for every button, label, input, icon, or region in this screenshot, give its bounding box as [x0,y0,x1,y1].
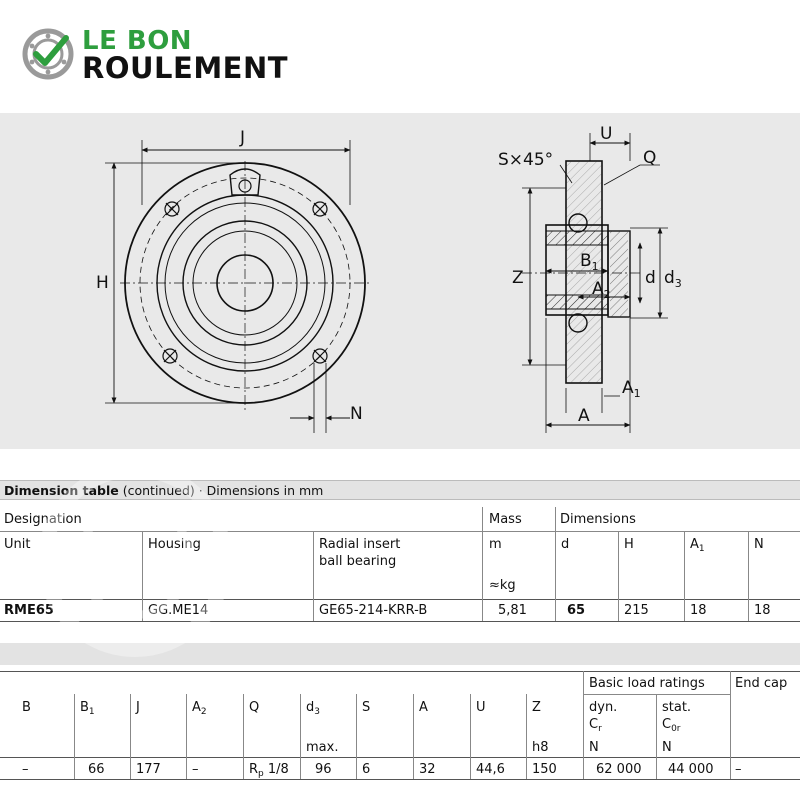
header-d: d [561,537,570,552]
label-S45: S×45° [498,150,554,170]
brand-line2: ROULEMENT [82,51,289,85]
header-A: A [419,700,428,715]
cell-H: 215 [624,603,649,618]
header-m: m [489,537,502,552]
label-A2: $A_2$ [592,279,611,301]
header-max: max. [306,740,339,755]
label-H: H [96,273,109,293]
header-J: J [136,700,140,715]
label-U: U [600,124,613,144]
technical-drawing [0,113,800,449]
header-N2: N [662,740,672,755]
cell-U: 44,6 [476,762,505,777]
header-Z: Z [532,700,541,715]
cell-endcap: – [735,762,742,777]
header-dimensions: Dimensions [560,512,636,527]
label-Q: Q [643,148,657,168]
header-end-cap: End cap [735,676,788,691]
cell-Z: 150 [532,762,557,777]
cell-insert: GE65-214-KRR-B [319,603,428,618]
header-B: B [22,700,31,715]
header-insert-1: Radial insert [319,537,401,552]
cell-C0r: 44 000 [668,762,714,777]
header-d3: $d_3$ [306,700,320,717]
cell-S: 6 [362,762,371,777]
header-A1: $A_1$ [690,537,705,554]
label-A1: $A_1$ [622,378,641,400]
brand-line1: LE BON [82,26,193,56]
drawing-svg [0,113,800,449]
separator-band [0,643,800,665]
header-mass: Mass [489,512,522,527]
header-dyn: dyn. [589,700,618,715]
header-U: U [476,700,486,715]
header-basic-load: Basic load ratings [589,676,705,691]
header-B1: $B_1$ [80,700,95,717]
cell-B: – [22,762,29,777]
bearing-check-icon [22,28,74,80]
cell-A: 32 [419,762,436,777]
header-insert-2: ball bearing [319,554,397,569]
header-N1: N [589,740,599,755]
label-B1: $B_1$ [580,251,599,273]
cell-A1: 18 [690,603,707,618]
header-designation: Designation [4,512,82,527]
cell-unit: RME65 [4,603,54,618]
brand-logo [22,26,322,85]
header-unit: Unit [4,537,31,552]
label-Z: Z [512,268,524,288]
cell-J: 177 [136,762,161,777]
header-h8: h8 [532,740,549,755]
label-J: J [240,128,246,148]
header-S: S [362,700,371,715]
header-kg: ≈kg [489,578,516,593]
header-Cr: $C_r$ [589,717,602,734]
header-housing: Housing [148,537,201,552]
header-A2: $A_2$ [192,700,207,717]
cell-d3: 96 [315,762,332,777]
cell-Cr: 62 000 [596,762,642,777]
cell-d: 65 [567,603,586,618]
cell-N: 18 [754,603,771,618]
dimension-table-title: Dimension table (continued) · Dimensions in mm [0,480,800,500]
label-d3: $d_3$ [664,268,682,290]
cell-mass: 5,81 [498,603,527,618]
header-Q: Q [249,700,260,715]
cell-A2: – [192,762,199,777]
cell-housing: GG.ME14 [148,603,209,618]
cell-Q: $R_p$ 1/8 [249,762,289,779]
header-H: H [624,537,634,552]
header-N: N [754,537,764,552]
cell-B1: 66 [88,762,105,777]
header-stat: stat. [662,700,692,715]
label-A: A [578,406,590,426]
label-d: d [645,268,656,288]
header-C0r: $C_{0r}$ [662,717,681,734]
label-N: N [350,404,363,424]
